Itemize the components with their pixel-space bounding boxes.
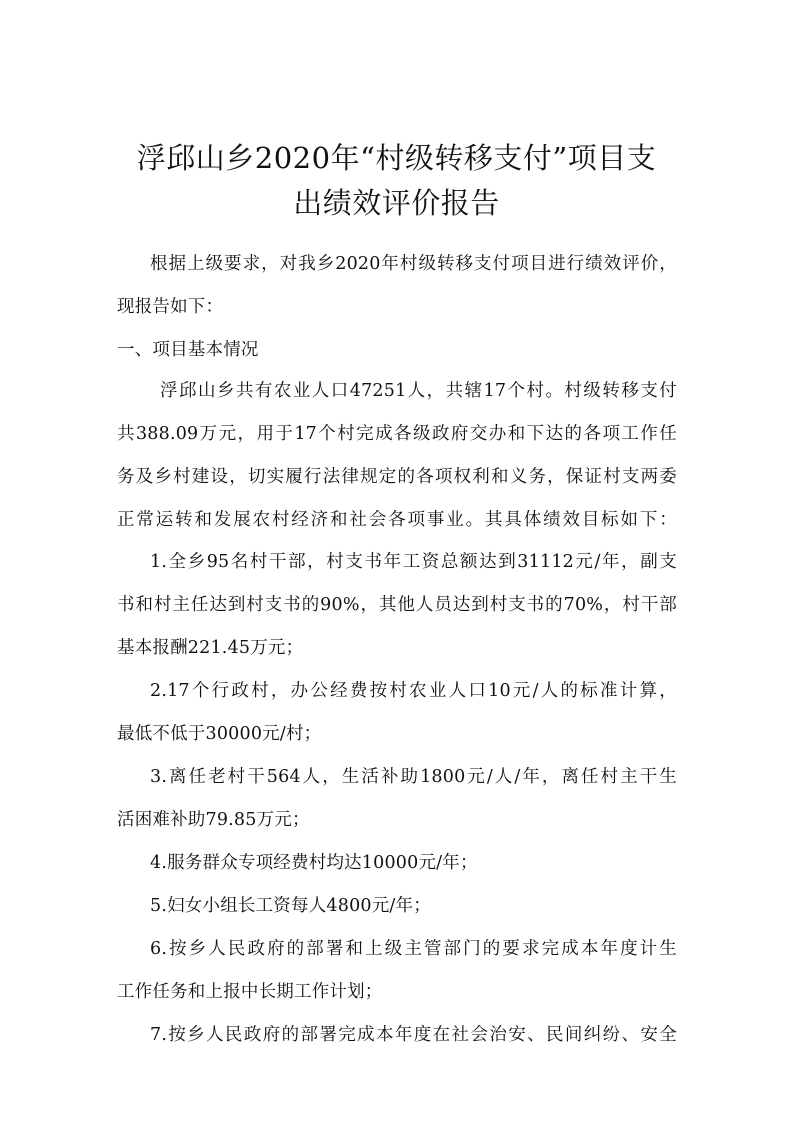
- list-item-line: 1.全乡95名村干部，村支书年工资总额达到31112元/年，副支: [150, 552, 677, 572]
- paragraph-line: 现报告如下：: [117, 297, 224, 317]
- list-item-line: 5.妇女小组长工资每人4800元/年；: [150, 896, 431, 916]
- list-item-line: 书和村主任达到村支书的90%，其他人员达到村支书的70%，村干部: [117, 595, 677, 615]
- list-item-line: 活困难补助79.85万元；: [117, 810, 310, 830]
- list-item-line: 2.17个行政村，办公经费按村农业人口10元/人的标准计算，: [150, 681, 677, 701]
- paragraph-line: 务及乡村建设，切实履行法律规定的各项权利和义务，保证村支两委: [117, 467, 677, 487]
- list-item-line: 最低不低于30000元/村；: [117, 724, 322, 744]
- paragraph-line: 正常运转和发展农村经济和社会各项事业。其具体绩效目标如下：: [117, 510, 677, 530]
- paragraph-line: 根据上级要求，对我乡2020年村级转移支付项目进行绩效评价，: [150, 254, 677, 274]
- report-title-line-2: 出绩效评价报告: [293, 186, 500, 220]
- list-item-line: 7.按乡人民政府的部署完成本年度在社会治安、民间纠纷、安全: [150, 1025, 677, 1045]
- list-item-line: 6.按乡人民政府的部署和上级主管部门的要求完成本年度计生: [150, 939, 677, 959]
- list-item-line: 基本报酬221.45万元；: [117, 638, 304, 658]
- list-item-line: 3.离任老村干564人，生活补助1800元/人/年，离任村主干生: [150, 767, 677, 787]
- list-item-line: 4.服务群众专项经费村均达10000元/年；: [150, 853, 478, 873]
- paragraph-line: 浮邱山乡共有农业人口47251人，共辖17个村。村级转移支付: [160, 381, 677, 401]
- paragraph-line: 共388.09万元，用于17个村完成各级政府交办和下达的各项工作任: [117, 424, 677, 444]
- report-title-line-1: 浮邱山乡2020年“村级转移支付”项目支: [136, 141, 657, 175]
- section-heading: 一、项目基本情况: [117, 340, 259, 360]
- list-item-line: 工作任务和上报中长期工作计划；: [117, 982, 383, 1002]
